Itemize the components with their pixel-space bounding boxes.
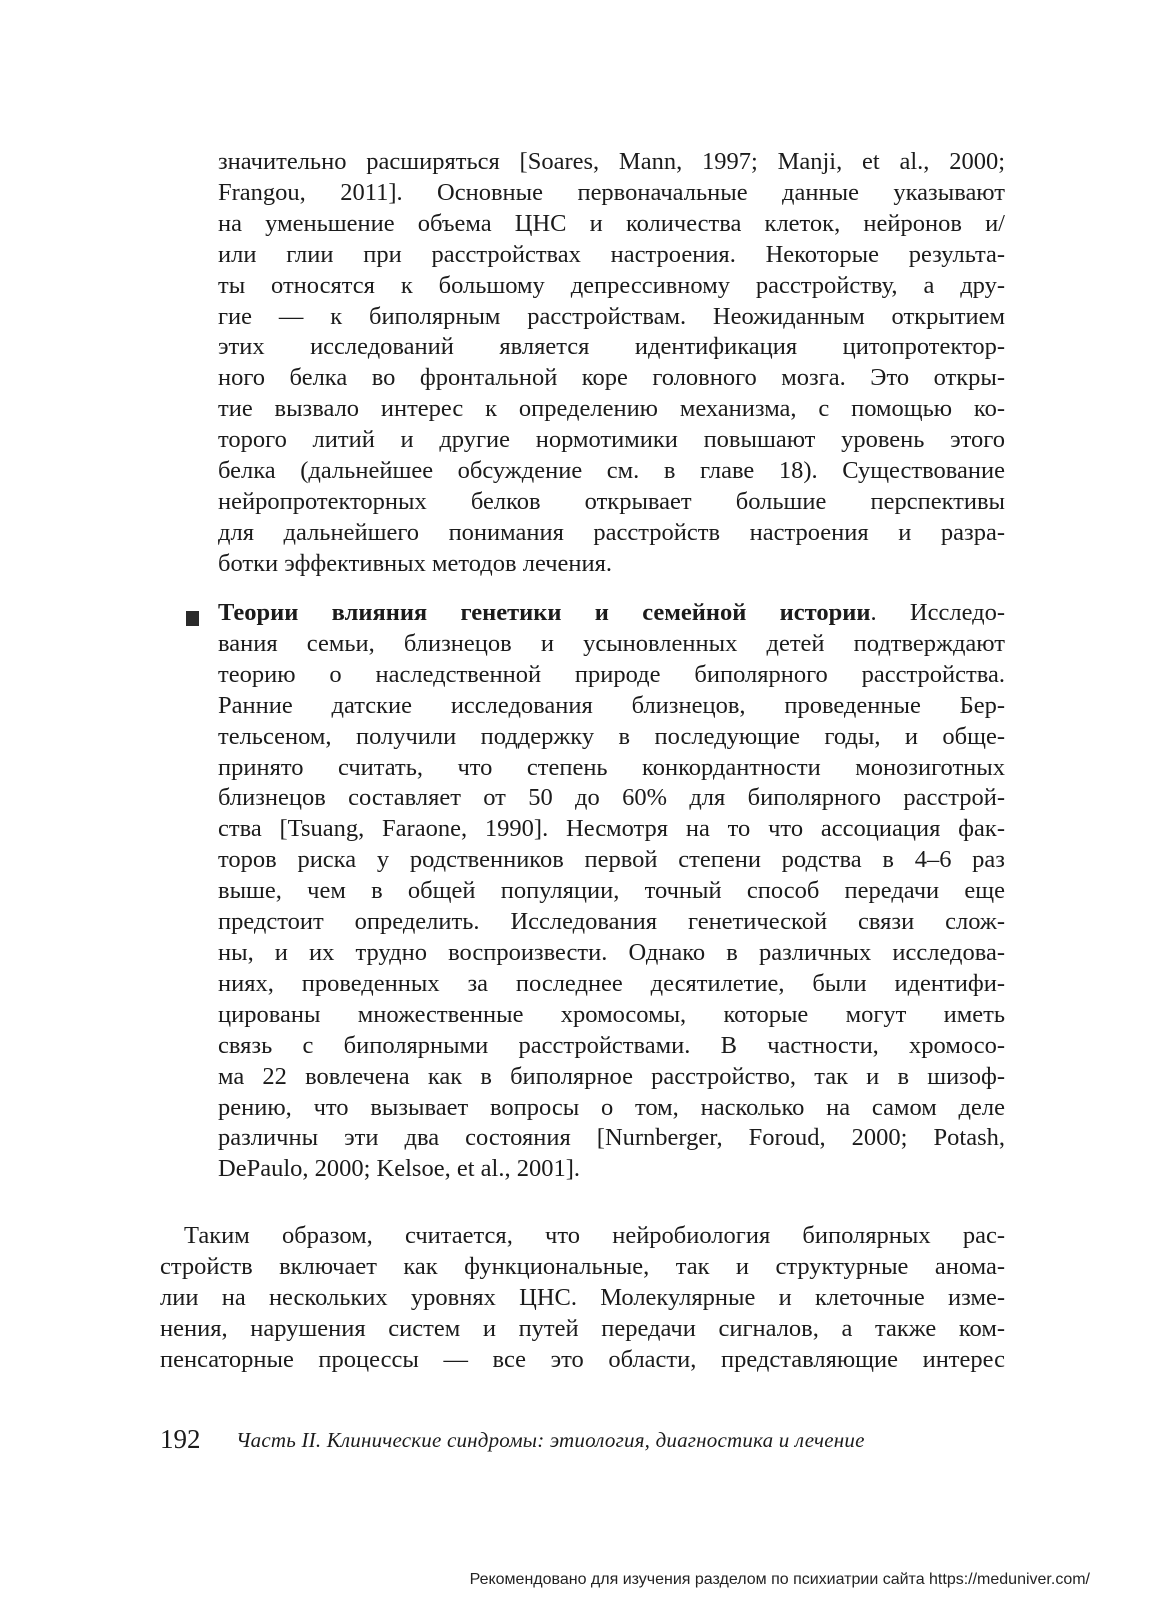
text-line: ного белка во фронтальной коре головного мозга. Это откры- <box>218 364 1005 392</box>
text-line: ства [Tsuang, Faraone, 1990]. Несмотря на то что ассоциация фак- <box>218 815 1005 843</box>
text-line: близнецов составляет от 50 до 60% для биполярного расстрой- <box>218 784 1005 812</box>
text-line: выше, чем в общей популяции, точный способ передачи еще <box>218 877 1005 905</box>
bullet-heading: Теории влияния генетики и семейной истории <box>218 599 871 626</box>
bullet-first-line-rest: . Исследо- <box>870 599 1005 626</box>
paragraph-continuation <box>218 147 1005 580</box>
text-line: для дальнейшего понимания расстройств настроения и разра- <box>218 518 1005 546</box>
running-title: Часть II. Клинические синдромы: этиология, диагностика и лечение <box>236 1428 865 1452</box>
text-line: ботки эффективных методов лечения. <box>218 549 613 577</box>
text-line: гие — к биполярным расстройствам. Неожиданным открытием <box>218 302 1005 330</box>
text-line: Ранние датские исследования близнецов, проведенные Бер- <box>218 691 1005 719</box>
text-line: тие вызвало интерес к определению механизма, с помощью ко- <box>218 395 1005 423</box>
bullet-item-genetics <box>218 598 1005 1185</box>
site-watermark: Рекомендовано для изучения разделом по психиатрии сайта https://meduniver.com/ <box>469 1571 1090 1588</box>
text-line: DePaulo, 2000; Kelsoe, et al., 2001]. <box>218 1155 580 1183</box>
text-line: вания семьи, близнецов и усыновленных детей подтверждают <box>218 629 1005 657</box>
text-line: на уменьшение объема ЦНС и количества клеток, нейронов и/ <box>218 209 1005 237</box>
text-line: ты относятся к большому депрессивному расстройству, а дру- <box>218 271 1005 299</box>
text-line: пенсаторные процессы — все это области, представляющие интерес <box>160 1345 1005 1373</box>
bullet-square-icon <box>186 611 199 626</box>
text-line: стройств включает как функциональные, так и структурные анома- <box>160 1252 1005 1280</box>
text-line: предстоит определить. Исследования генетической связи слож- <box>218 908 1005 936</box>
text-line: рению, что вызывает вопросы о том, насколько на самом деле <box>218 1093 1005 1121</box>
text-line: цированы множественные хромосомы, которые могут иметь <box>218 1000 1005 1028</box>
text-line: теорию о наследственной природе биполярного расстройства. <box>218 660 1005 688</box>
text-line: различны эти два состояния [Nurnberger, Foroud, 2000; Potash, <box>218 1124 1005 1152</box>
text-line: Frangou, 2011]. Основные первоначальные данные указывают <box>218 178 1005 206</box>
text-line: ниях, проведенных за последнее десятилетие, были идентифи- <box>218 969 1005 997</box>
text-line: Таким образом, считается, что нейробиология биполярных рас- <box>184 1222 1005 1249</box>
text-line: ма 22 вовлечена как в биполярное расстройство, так и в шизоф- <box>218 1062 1005 1090</box>
text-line: торов риска у родственников первой степени родства в 4–6 раз <box>218 846 1005 874</box>
page-number: 192 <box>160 1424 201 1454</box>
text-line: нения, нарушения систем и путей передачи сигналов, а также ком- <box>160 1314 1005 1342</box>
text-line: торого литий и другие нормотимики повышают уровень этого <box>218 426 1005 454</box>
text-line: принято считать, что степень конкордантности монозиготных <box>218 753 1005 781</box>
text-line: белка (дальнейшее обсуждение см. в главе 18). Существование <box>218 457 1005 485</box>
text-line: ны, и их трудно воспроизвести. Однако в различных исследова- <box>218 938 1005 966</box>
paragraph-conclusion <box>160 1221 1005 1376</box>
text-line: лии на нескольких уровнях ЦНС. Молекулярные и клеточные изме- <box>160 1283 1005 1311</box>
text-line: тельсеном, получили поддержку в последующие годы, и обще- <box>218 722 1005 750</box>
text-line: значительно расширяться [Soares, Mann, 1997; Manji, et al., 2000; <box>218 148 1005 175</box>
text-line: нейропротекторных белков открывает большие перспективы <box>218 487 1005 515</box>
text-line: или глии при расстройствах настроения. Некоторые результа- <box>218 240 1005 268</box>
text-line: этих исследований является идентификация цитопротектор- <box>218 333 1005 361</box>
bullet-first-line <box>218 598 1005 629</box>
text-line: связь с биполярными расстройствами. В частности, хромосо- <box>218 1031 1005 1059</box>
